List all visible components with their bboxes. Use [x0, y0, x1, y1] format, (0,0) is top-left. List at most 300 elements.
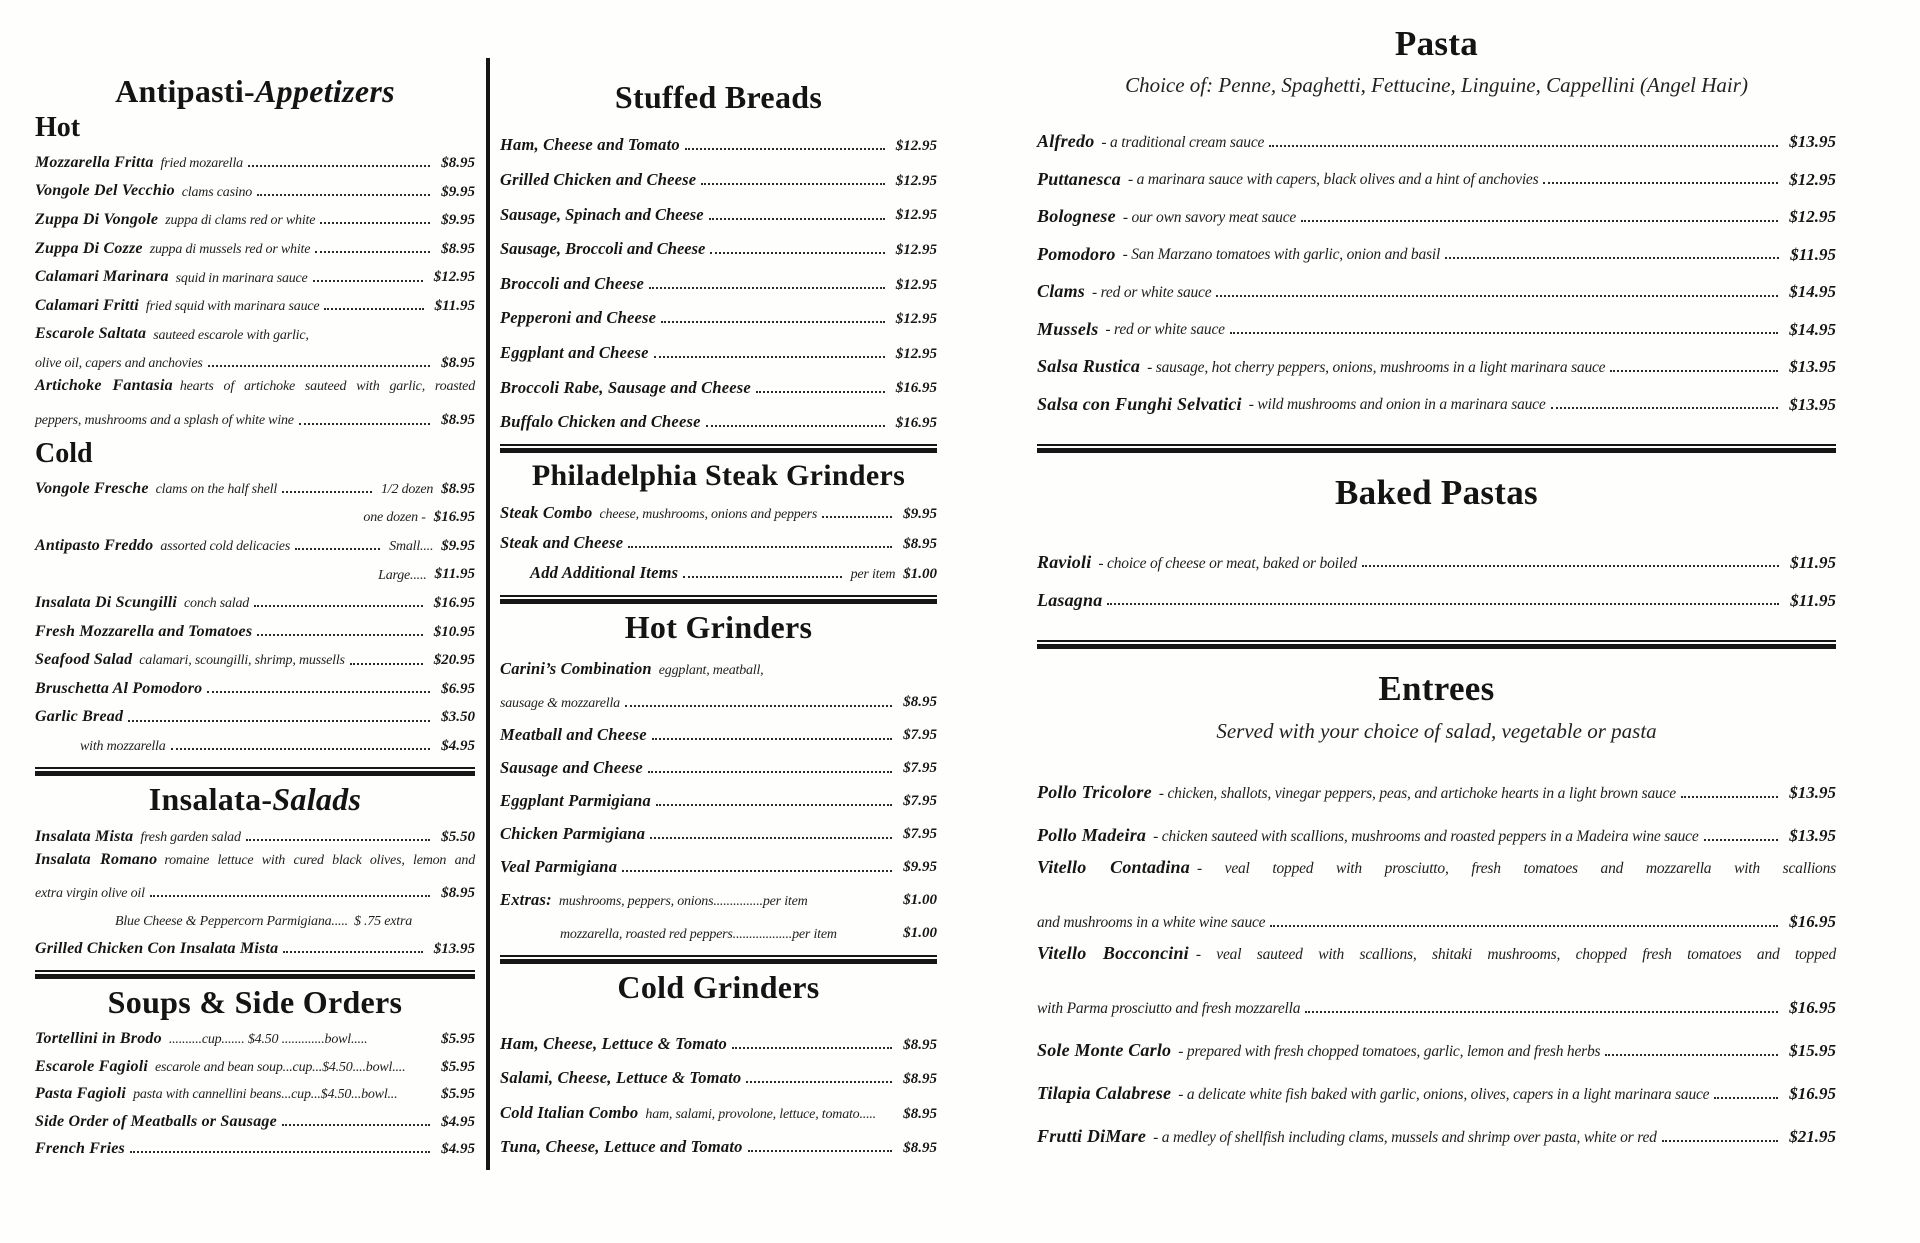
section-title [500, 80, 937, 116]
item-desc: conch salad [184, 596, 250, 612]
dot-leader [1681, 796, 1778, 798]
item-desc: - our own savory meat sauce [1122, 208, 1297, 226]
item-name: Vongole Del Vecchio [35, 182, 175, 200]
dot-leader [1301, 220, 1778, 222]
menu-item [35, 670, 475, 699]
dot-leader [1305, 1011, 1778, 1013]
item-name: Zuppa Di Vongole [35, 211, 159, 229]
section-title-text: Hot Grinders [624, 608, 813, 645]
item-desc: - chicken, shallots, vinegar peppers, peas, and artichoke hearts in a light brown sauce [1158, 784, 1676, 802]
item-name: Vitello Bocconcini [1037, 942, 1189, 963]
menu-item [1037, 572, 1836, 610]
menu-item [1037, 152, 1836, 190]
menu-item [500, 778, 937, 811]
menu-item [35, 1076, 475, 1104]
item-name: Salsa con Funghi Selvatici [1037, 393, 1242, 414]
item-name: Eggplant and Cheese [500, 343, 649, 363]
item-price: $9.95 [441, 212, 475, 229]
item-name: Ham, Cheese, Lettuce & Tomato [500, 1033, 728, 1053]
item-name: Antipasto Freddo [35, 536, 154, 554]
item-name: Clams [1037, 281, 1086, 301]
item-desc: cheese, mushrooms, onions and peppers [599, 506, 818, 522]
item-name: Cold Italian Combo [500, 1102, 639, 1122]
item-name: Vongole Fresche [35, 479, 149, 497]
section-title-text: Baked Pastas [1335, 473, 1538, 513]
menu-section [1037, 473, 1836, 610]
menu-item [500, 712, 937, 745]
item-desc: mozzarella, roasted red peppers..................per item [560, 926, 837, 942]
menu-item [500, 225, 937, 260]
dot-leader [1543, 182, 1778, 184]
item-price: $8.95 [903, 1140, 937, 1157]
section-title-text: Stuffed Breads [614, 79, 823, 115]
item-price: $20.95 [433, 652, 475, 669]
dot-leader [748, 1150, 893, 1152]
item-price: $11.95 [434, 297, 475, 314]
menu-section [500, 80, 937, 432]
item-price: $8.95 [441, 355, 475, 372]
dot-leader [257, 194, 430, 196]
dot-leader [622, 870, 892, 872]
dot-leader [756, 391, 885, 393]
item-desc: - a delicate white fish baked with garlic, onions, olives, capers in a light marinara sauce [1178, 1085, 1710, 1103]
item-name: Grilled Chicken and Cheese [500, 170, 697, 190]
menu-section [35, 782, 475, 958]
item-price: $21.95 [1789, 1127, 1836, 1147]
dot-leader [313, 280, 423, 282]
section-title [500, 970, 937, 1006]
item-desc: Blue Cheese & Peppercorn Parmigiana..... [115, 914, 348, 930]
menu-item [1037, 264, 1836, 302]
dot-leader [648, 771, 892, 773]
section-title [1037, 669, 1836, 708]
menu-item [35, 144, 475, 173]
item-price: $9.95 [441, 537, 475, 554]
menu-item [1037, 1061, 1836, 1104]
item-name: Seafood Salad [35, 651, 133, 669]
item-desc: - a marinara sauce with capers, black olives and a hint of anchovies [1128, 171, 1539, 189]
item-price: $7.95 [903, 793, 937, 810]
item-name: Broccoli and Cheese [500, 273, 645, 293]
item-price: $7.95 [903, 826, 937, 843]
menu-item [35, 902, 475, 930]
menu-item [35, 874, 475, 902]
menu-item [35, 727, 475, 756]
menu-item [35, 1103, 475, 1131]
dot-leader [1704, 839, 1779, 841]
dot-leader [652, 738, 892, 740]
item-name: Ravioli [1037, 551, 1092, 572]
item-price: $5.95 [441, 1031, 475, 1048]
menu-item-list [35, 469, 475, 755]
menu-item [1037, 302, 1836, 340]
item-price: $12.95 [895, 138, 937, 155]
item-price: $14.95 [1789, 282, 1836, 302]
dot-leader [128, 720, 430, 722]
item-price: $16.95 [433, 509, 475, 526]
dot-leader [746, 1081, 892, 1083]
item-price: $8.95 [441, 480, 475, 497]
menu-section [500, 610, 937, 943]
dot-leader [1610, 370, 1778, 372]
menu-item [35, 401, 475, 430]
item-name: Side Order of Meatballs or Sausage [35, 1112, 277, 1130]
menu-item [500, 493, 937, 523]
item-price: $15.95 [1789, 1041, 1836, 1061]
item-tail: per item [850, 566, 896, 582]
item-price: $9.95 [903, 859, 937, 876]
dot-leader [315, 251, 430, 253]
item-price: $1.00 [903, 925, 937, 942]
menu-item-list [1037, 534, 1836, 610]
menu-section [1037, 669, 1836, 1146]
menu-item [35, 315, 475, 344]
menu-item [500, 1054, 937, 1089]
item-price: $13.95 [1789, 826, 1836, 846]
menu-item [500, 646, 937, 679]
menu-item-list [500, 493, 937, 583]
item-desc: with mozzarella [80, 739, 166, 755]
item-price: $5.95 [441, 1058, 475, 1075]
item-price: $8.95 [441, 154, 475, 171]
dot-leader [628, 546, 892, 548]
menu-item-list [1037, 760, 1836, 1147]
item-desc: clams casino [181, 184, 253, 200]
section-title-text: Appetizers [255, 73, 395, 109]
menu-item-list [500, 646, 937, 943]
menu-item [500, 294, 937, 329]
menu-item [35, 818, 475, 846]
item-name: Steak Combo [500, 502, 593, 522]
item-desc: calamari, scoungilli, shrimp, mussells [139, 653, 345, 669]
dot-leader [171, 748, 431, 750]
item-price: $16.95 [895, 414, 937, 431]
menu-item [35, 698, 475, 727]
section-title [35, 782, 475, 818]
item-name: Eggplant Parmigiana [500, 790, 651, 810]
section-title-text: Soups & Side Orders [107, 984, 403, 1021]
item-name: Escarole Fagioli [35, 1057, 148, 1075]
item-desc: with Parma prosciutto and fresh mozzarella [1037, 999, 1301, 1017]
menu-item [500, 328, 937, 363]
item-name: Ham, Cheese and Tomato [500, 135, 680, 155]
item-name: Sausage, Broccoli and Cheese [500, 239, 706, 259]
item-price: $12.95 [895, 345, 937, 362]
menu-item [500, 363, 937, 398]
menu-item [1037, 846, 1836, 889]
dot-leader [706, 425, 885, 427]
item-desc: eggplant, meatball, [658, 662, 764, 678]
item-price: $11.95 [1790, 590, 1836, 610]
menu-item [1037, 975, 1836, 1018]
dot-leader [246, 839, 430, 841]
menu-item [500, 1123, 937, 1158]
item-price: $12.95 [433, 269, 475, 286]
item-name: Add Additional Items [530, 562, 679, 582]
section-divider [35, 767, 475, 776]
item-price: $13.95 [1789, 132, 1836, 152]
dot-leader [1270, 925, 1778, 927]
section-title-text: Entrees [1378, 669, 1495, 709]
item-name: Insalata Di Scungilli [35, 593, 178, 611]
dot-leader [710, 252, 884, 254]
item-price: $14.95 [1789, 319, 1836, 339]
menu-item [1037, 339, 1836, 377]
item-price: $16.95 [1789, 1084, 1836, 1104]
item-desc: zuppa di mussels red or white [149, 241, 311, 257]
menu-item-list [35, 818, 475, 958]
item-desc: sausage & mozzarella [500, 695, 620, 711]
menu-item [35, 201, 475, 230]
section-divider [1037, 444, 1836, 453]
item-price: $12.95 [895, 276, 937, 293]
dot-leader [661, 321, 885, 323]
menu-item [500, 259, 937, 294]
menu-section [35, 74, 475, 755]
item-name: Grilled Chicken Con Insalata Mista [35, 939, 279, 957]
menu-item [500, 155, 937, 190]
item-desc: - wild mushrooms and onion in a marinara sauce [1248, 396, 1546, 414]
menu-item [500, 523, 937, 553]
item-name: Salsa Rustica [1037, 356, 1141, 376]
item-price: $8.95 [903, 1071, 937, 1088]
item-name: Zuppa Di Cozze [35, 239, 143, 257]
item-price: $12.95 [895, 172, 937, 189]
section-title [35, 74, 475, 110]
dot-leader [822, 516, 892, 518]
menu-section [35, 985, 475, 1158]
item-desc: ..........cup....... $4.50 .............bowl..... [168, 1032, 368, 1048]
item-price: $8.95 [903, 694, 937, 711]
menu-item [35, 229, 475, 258]
dot-leader [683, 576, 841, 578]
item-name: Pomodoro [1037, 243, 1116, 264]
section-divider [500, 955, 937, 964]
menu-item [35, 612, 475, 641]
dot-leader [1605, 1054, 1778, 1056]
item-price: $12.95 [895, 207, 937, 224]
item-name: Bolognese [1037, 206, 1116, 226]
item-name: Pollo Madeira [1037, 824, 1147, 845]
item-price: $7.95 [903, 760, 937, 777]
menu-item [1037, 1104, 1836, 1147]
item-price: $13.95 [1789, 357, 1836, 377]
item-price: $12.95 [1789, 169, 1836, 189]
menu-item [35, 1021, 475, 1049]
item-price: $7.95 [903, 727, 937, 744]
item-price: $8.95 [903, 535, 937, 552]
dot-leader [208, 365, 431, 367]
dot-leader [299, 423, 430, 425]
section-divider [500, 595, 937, 604]
section-title-text: Antipasti- [115, 73, 255, 109]
item-name: Buffalo Chicken and Cheese [500, 412, 701, 432]
item-desc: romaine lettuce with cured black olives, lemon and [164, 853, 475, 869]
item-desc: - veal topped with prosciutto, fresh tomatoes and mozzarella with scallions [1196, 859, 1836, 877]
dot-leader [1269, 145, 1778, 147]
menu-item [35, 930, 475, 958]
menu-section [500, 459, 937, 583]
item-desc: - sausage, hot cherry peppers, onions, mushrooms in a light marinara sauce [1147, 358, 1606, 376]
item-desc: - a medley of shellfish including clams, mussels and shrimp over pasta, white or red [1153, 1128, 1657, 1146]
section-title-text: Pasta [1394, 24, 1479, 63]
section-title-text: Insalata- [148, 781, 273, 818]
menu-item [500, 745, 937, 778]
menu-item [1037, 377, 1836, 415]
item-price: $10.95 [433, 623, 475, 640]
item-name: Steak and Cheese [500, 532, 624, 552]
section-title [500, 610, 937, 646]
item-price: $8.95 [903, 1036, 937, 1053]
dot-leader [254, 605, 423, 607]
dot-leader [150, 895, 430, 897]
group-heading: Hot [35, 111, 81, 143]
item-desc: ham, salami, provolone, lettuce, tomato..... [645, 1106, 876, 1122]
menu-item [35, 527, 475, 556]
dot-leader [625, 705, 892, 707]
item-desc: clams on the half shell [155, 481, 278, 497]
item-desc: and mushrooms in a white wine sauce [1037, 913, 1266, 931]
section-divider [1037, 640, 1836, 649]
dot-leader [1230, 332, 1778, 334]
dot-leader [709, 218, 885, 220]
item-name: Meatball and Cheese [500, 724, 647, 744]
menu-item [500, 877, 937, 910]
item-name: French Fries [35, 1140, 125, 1158]
dot-leader [282, 491, 372, 493]
item-desc: extra virgin olive oil [35, 886, 145, 902]
item-name: Tortellini in Brodo [35, 1030, 162, 1048]
item-name: Artichoke Fantasia [35, 377, 173, 395]
menu-item [1037, 534, 1836, 572]
section-title-text: Salads [272, 781, 362, 818]
item-price: $9.95 [903, 505, 937, 522]
menu-item [1037, 189, 1836, 227]
menu-item [500, 398, 937, 433]
item-name: Lasagna [1037, 589, 1103, 610]
menu-item [35, 172, 475, 201]
item-name: Pepperoni and Cheese [500, 308, 657, 328]
item-name: Calamari Marinara [35, 268, 169, 286]
item-name: Carini’s Combination [500, 658, 652, 678]
dot-leader [732, 1047, 892, 1049]
dot-leader [257, 634, 423, 636]
dot-leader [685, 148, 885, 150]
item-price: $11.95 [1790, 244, 1836, 264]
item-desc: sauteed escarole with garlic, [153, 327, 309, 343]
item-price: $8.95 [903, 1105, 937, 1122]
dot-leader [282, 1124, 430, 1126]
item-price: $1.00 [903, 892, 937, 909]
menu-item [1037, 889, 1836, 932]
dot-leader [207, 691, 430, 693]
item-desc: - red or white sauce [1105, 321, 1225, 339]
dot-leader [324, 308, 423, 310]
section-title [35, 985, 475, 1021]
item-name: Extras: [500, 889, 552, 909]
section-divider [35, 970, 475, 979]
item-desc: squid in marinara sauce [175, 270, 308, 286]
menu-item [35, 641, 475, 670]
menu-item [1037, 932, 1836, 975]
item-desc: olive oil, capers and anchovies [35, 356, 203, 372]
item-price: $8.95 [441, 240, 475, 257]
item-name: Frutti DiMare [1037, 1125, 1147, 1146]
menu-item [1037, 803, 1836, 846]
item-name: Sausage, Spinach and Cheese [500, 204, 704, 224]
section-divider [500, 444, 937, 453]
dot-leader [350, 663, 423, 665]
dot-leader [1714, 1097, 1778, 1099]
section-title-text: Philadelphia Steak Grinders [531, 459, 906, 493]
section-subtitle: Served with your choice of salad, vegetable or pasta [1216, 718, 1657, 743]
item-name: Mozzarella Fritta [35, 153, 154, 171]
menu-item [35, 344, 475, 373]
item-price: $6.95 [441, 680, 475, 697]
item-name: Tilapia Calabrese [1037, 1082, 1172, 1103]
item-tail: Large..... [378, 567, 427, 583]
item-price: $3.50 [441, 709, 475, 726]
item-name: Fresh Mozzarella and Tomatoes [35, 622, 253, 640]
dot-leader [656, 804, 892, 806]
item-name: Insalata Mista [35, 827, 134, 845]
section-title [1037, 473, 1836, 512]
item-name: Salami, Cheese, Lettuce & Tomato [500, 1068, 742, 1088]
dot-leader [1107, 603, 1779, 605]
dot-leader [1362, 565, 1779, 567]
section-subtitle: Choice of: Penne, Spaghetti, Fettucine, Linguine, Cappellini (Angel Hair) [1125, 73, 1748, 98]
dot-leader [649, 287, 885, 289]
item-desc: - red or white sauce [1092, 283, 1212, 301]
column-divider [486, 58, 490, 1170]
menu-item [35, 584, 475, 613]
menu-item [500, 811, 937, 844]
menu-item-list [500, 121, 937, 432]
item-name: Escarole Saltata [35, 325, 147, 343]
item-tail: Small.... [389, 539, 434, 555]
item-name: Veal Parmigiana [500, 856, 618, 876]
item-name: Garlic Bread [35, 708, 124, 726]
item-price: $4.95 [441, 1113, 475, 1130]
item-name: Calamari Fritti [35, 296, 139, 314]
item-name: Vitello Contadina [1037, 856, 1190, 877]
item-desc: peppers, mushrooms and a splash of white wine [35, 413, 294, 429]
item-price: $13.95 [433, 940, 475, 957]
dot-leader [1551, 407, 1779, 409]
item-price: $12.95 [895, 311, 937, 328]
menu-item [1037, 1018, 1836, 1061]
menu-section [500, 970, 937, 1158]
item-price: $16.95 [1789, 998, 1836, 1018]
item-name: Mussels [1037, 318, 1099, 339]
item-name: Pollo Tricolore [1037, 781, 1152, 802]
item-desc: - veal sauteed with scallions, shitaki mushrooms, chopped fresh tomatoes and topped [1195, 945, 1836, 963]
menu-item [35, 469, 475, 498]
item-tail: $ .75 extra [353, 914, 413, 930]
item-name: Puttanesca [1037, 168, 1122, 189]
item-price: $11.95 [1790, 552, 1836, 572]
dot-leader [320, 222, 430, 224]
menu-item [35, 555, 475, 584]
menu-item [500, 190, 937, 225]
item-desc: - San Marzano tomatoes with garlic, onion and basil [1122, 246, 1441, 264]
item-name: Sausage and Cheese [500, 757, 643, 777]
item-name: Insalata Romano [35, 851, 158, 869]
menu-item-list [35, 1021, 475, 1159]
menu-item [500, 679, 937, 712]
dot-leader [1662, 1140, 1779, 1142]
menu-column-pasta-entrees [1037, 24, 1836, 1147]
